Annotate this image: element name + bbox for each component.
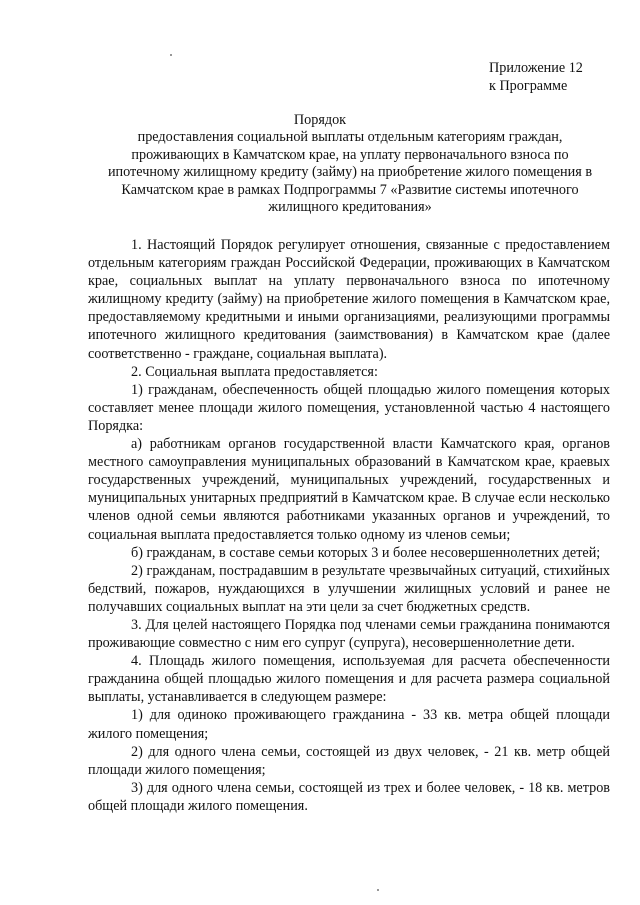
- scan-speck: [170, 54, 172, 56]
- paragraph: 3. Для целей настоящего Порядка под членами семьи гражданина понимаются проживающие совместно с ним его супруг (супруга), несовершеннолетние дети.: [88, 616, 610, 652]
- paragraph: 1) гражданам, обеспеченность общей площадью жилого помещения которых составляет менее площади жилого помещения, установленной частью 4 настоящего Порядка:: [88, 381, 610, 434]
- paragraph: 3) для одного члена семьи, состоящей из трех и более человек, - 18 кв. метров общей площади жилого помещения.: [88, 779, 610, 814]
- scan-speck: [377, 889, 379, 891]
- paragraph: 2. Социальная выплата предоставляется:: [131, 363, 378, 380]
- paragraph: 1) для одиноко проживающего гражданина - 33 кв. метра общей площади жилого помещения;: [88, 707, 610, 742]
- paragraph: 1. Настоящий Порядок регулирует отношения, связанные с предоставлением отдельным категориям граждан Российской Федерации, проживающих в Камчатском крае, социальных выплат на уплату первоначального взноса по ипотечному жилищному кредиту (займу) на приобретение жилого помещения в Камчатском крае, предоставляемому кредитными и иными организациями, реализующими программы ипотечного жилищного кредитования (заимствования) в Камчатском крае (далее соответственно - граждане, социальная выплата).: [88, 237, 610, 362]
- paragraph: б) гражданам, в составе семьи которых 3 и более несовершеннолетних детей;: [131, 544, 601, 561]
- appendix-line-2: к Программе: [489, 78, 568, 94]
- paragraph: а) работникам органов государственной власти Камчатского края, органов местного самоуправления муниципальных образований в Камчатском крае, краевых государственных учреждений, муниципальных учреждений, государственных и муниципальных унитарных предприятий в Камчатском крае. В случае если несколько членов одной семьи являются работниками указанных органов и учреждений, то социальная выплата предоставляется только одному из членов семьи;: [88, 436, 610, 543]
- document-body: [88, 236, 610, 815]
- paragraph: 4. Площадь жилого помещения, используемая для расчета обеспеченности гражданина общей площадью жилого помещения и для расчета размера социальной выплаты, устанавливается в следующем размере:: [88, 653, 610, 706]
- paragraph: 2) для одного члена семьи, состоящей из двух человек, - 21 кв. метр общей площади жилого помещения;: [88, 743, 610, 778]
- document-title: Порядок: [293, 112, 347, 128]
- appendix-line-1: Приложение 12: [489, 60, 583, 76]
- appendix-reference: [489, 59, 583, 95]
- document-subtitle: предоставления социальной выплаты отдельным категориям граждан, проживающих в Камчатском крае, на уплату первоначального взноса по ипотечному жилищному кредиту (займу) на приобретение жилого помещения в Камчатском крае в рамках Подпрограммы 7 «Развитие системы ипотечного жилищного кредитования»: [107, 129, 593, 215]
- paragraph: 2) гражданам, пострадавшим в результате чрезвычайных ситуаций, стихийных бедствий, пожаров, нуждающихся в улучшении жилищных условий и ранее не получавших социальных выплат на эти цели за счет бюджетных средств.: [88, 562, 610, 615]
